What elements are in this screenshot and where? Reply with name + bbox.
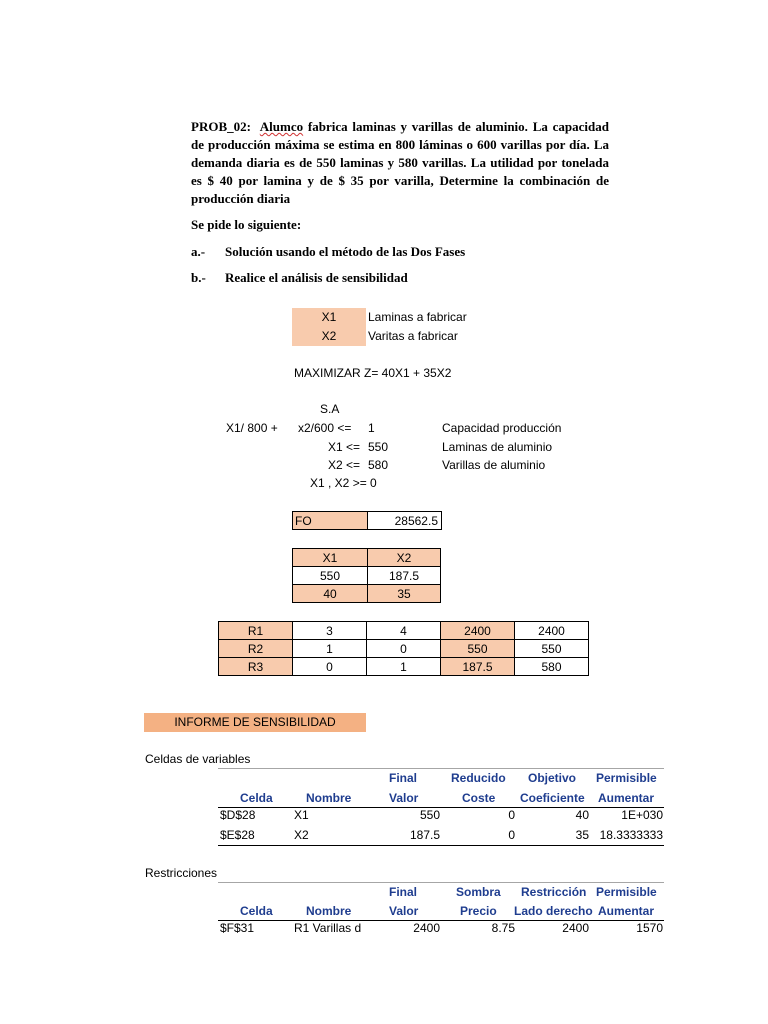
vars-head-celda: Celda — [240, 791, 273, 805]
item-b-mark: b.- — [191, 270, 206, 285]
row-lhs: 187.5 — [441, 658, 515, 676]
var-x2-desc: Varitas a fabricar — [368, 329, 458, 343]
divider — [218, 768, 664, 769]
cons-head-celda: Celda — [240, 904, 273, 918]
constraint2-mid: X1 <= — [328, 440, 361, 454]
constraint2-rhs: 550 — [368, 440, 389, 454]
vars-head-objetivo: Objetivo — [528, 771, 577, 785]
cons-cell: $F$31 — [220, 921, 255, 935]
report-title: INFORME DE SENSIBILIDAD — [144, 713, 366, 732]
problem-text: fabrica laminas y varillas de aluminio. La capacidad de producción máxima se estima en 800 láminas o 600 varillas por día. La demanda diaria es de 550 laminas y 580 varillas. La utilidad por tonelada es $ 40 por lamina y de $ 35 por varilla, Determine la combinación de producción diaria — [191, 119, 609, 206]
cons-head-nombre: Nombre — [306, 904, 352, 918]
cons-head-permisible: Permisible — [596, 885, 657, 899]
constraint1-left: X1/ 800 + — [226, 421, 278, 435]
constraint3-desc: Varillas de aluminio — [442, 458, 546, 472]
row-rhs: 2400 — [515, 622, 589, 640]
vars-allow-inc: 1E+030 — [621, 808, 663, 822]
vars-head-nombre: Nombre — [306, 791, 352, 805]
divider — [218, 845, 664, 846]
solution-coef-x1: 40 — [293, 585, 368, 603]
row-lhs: 2400 — [441, 622, 515, 640]
row-coef-b: 1 — [367, 658, 441, 676]
cons-head-precio: Precio — [460, 904, 497, 918]
vars-name: X1 — [294, 808, 309, 822]
fo-value: 28562.5 — [367, 511, 442, 530]
vars-head-coste: Coste — [462, 791, 496, 805]
vars-reduced: 0 — [508, 828, 515, 842]
sa-label: S.A — [320, 402, 340, 416]
solution-table — [292, 548, 441, 603]
vars-head-reducido: Reducido — [451, 771, 506, 785]
row-name: R1 — [219, 622, 293, 640]
row-name: R3 — [219, 658, 293, 676]
vars-head-valor: Valor — [389, 791, 419, 805]
problem-id: PROB_02: — [191, 119, 251, 134]
constraint1-rhs: 1 — [368, 421, 375, 435]
row-name: R2 — [219, 640, 293, 658]
row-coef-a: 0 — [293, 658, 367, 676]
constraint1-desc: Capacidad producción — [442, 421, 562, 435]
cons-name: R1 Varillas d — [294, 921, 362, 935]
table-row — [219, 622, 589, 640]
problem-statement — [191, 118, 609, 208]
var-x1-name: X1 — [292, 308, 366, 327]
solution-value-x2: 187.5 — [368, 567, 441, 585]
item-a-mark: a.- — [191, 244, 206, 259]
row-rhs: 580 — [515, 658, 589, 676]
solution-coef-x2: 35 — [368, 585, 441, 603]
row-coef-a: 3 — [293, 622, 367, 640]
solution-value-x1: 550 — [293, 567, 368, 585]
cons-head-valor: Valor — [389, 904, 419, 918]
row-lhs: 550 — [441, 640, 515, 658]
vars-head-aumentar: Aumentar — [598, 791, 655, 805]
constraint1-mid: x2/600 <= — [298, 421, 352, 435]
vars-cell: $E$28 — [220, 828, 255, 842]
divider — [218, 882, 664, 883]
vars-head-final: Final — [389, 771, 418, 785]
row-coef-b: 0 — [367, 640, 441, 658]
vars-objective: 35 — [575, 828, 589, 842]
vars-head-permisible: Permisible — [596, 771, 657, 785]
cons-final: 2400 — [413, 921, 440, 935]
objective-function: MAXIMIZAR Z= 40X1 + 35X2 — [294, 366, 452, 380]
vars-head-coeficiente: Coeficiente — [520, 791, 585, 805]
vars-section-title: Celdas de variables — [145, 752, 251, 766]
cons-head-sombra: Sombra — [456, 885, 501, 899]
constraints-table — [218, 621, 589, 676]
company-name: Alumco — [259, 119, 304, 134]
constraint2-desc: Laminas de aluminio — [442, 440, 553, 454]
row-coef-b: 4 — [367, 622, 441, 640]
vars-allow-inc: 18.3333333 — [599, 828, 663, 842]
ask-line: Se pide lo siguiente: — [191, 217, 302, 232]
cons-head-final: Final — [389, 885, 418, 899]
vars-cell: $D$28 — [220, 808, 256, 822]
row-rhs: 550 — [515, 640, 589, 658]
vars-reduced: 0 — [508, 808, 515, 822]
vars-final: 187.5 — [409, 828, 440, 842]
table-row — [219, 640, 589, 658]
cons-allow-inc: 1570 — [636, 921, 663, 935]
nonnegativity: X1 , X2 >= 0 — [310, 476, 377, 490]
cons-shadow-price: 8.75 — [491, 921, 515, 935]
constraint3-rhs: 580 — [368, 458, 389, 472]
solution-header-x2: X2 — [368, 549, 441, 567]
item-b-text: Realice el análisis de sensibilidad — [225, 270, 408, 285]
constraint3-mid: X2 <= — [328, 458, 361, 472]
var-x1-desc: Laminas a fabricar — [368, 310, 467, 324]
cons-head-lado-derecho: Lado derecho — [514, 904, 593, 918]
cons-head-aumentar: Aumentar — [598, 904, 655, 918]
vars-final: 550 — [419, 808, 440, 822]
vars-name: X2 — [294, 828, 309, 842]
solution-header-x1: X1 — [293, 549, 368, 567]
item-a-text: Solución usando el método de las Dos Fases — [225, 244, 466, 259]
row-coef-a: 1 — [293, 640, 367, 658]
cons-rhs: 2400 — [562, 921, 589, 935]
table-row — [219, 658, 589, 676]
fo-label: FO — [292, 511, 368, 530]
var-x2-name: X2 — [292, 327, 366, 346]
cons-head-restriccion: Restricción — [521, 885, 587, 899]
cons-section-title: Restricciones — [145, 866, 218, 880]
vars-objective: 40 — [575, 808, 589, 822]
